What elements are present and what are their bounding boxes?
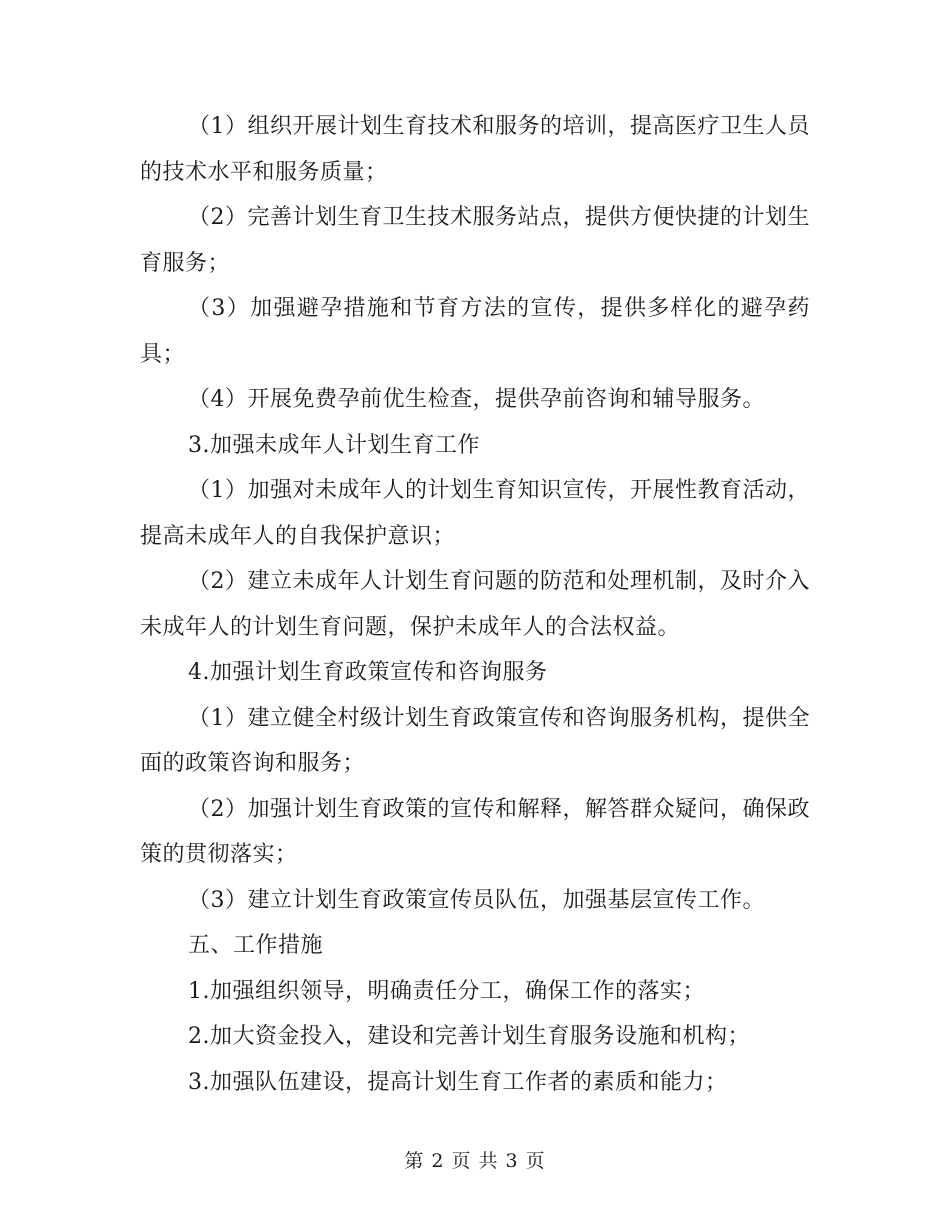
section-heading: 3.加强未成年人计划生育工作	[188, 432, 480, 458]
paragraph: （1）加强对未成年人的计划生育知识宣传，开展性教育活动，提高未成年人的自我保护意识；	[140, 478, 810, 549]
paragraph: （1）组织开展计划生育技术和服务的培训，提高医疗卫生人员的技术水平和服务质量；	[140, 114, 810, 185]
list-item: 2.加大资金投入，建设和完善计划生育服务设施和机构；	[188, 1024, 750, 1049]
page-number-footer: 第 2 页 共 3 页	[404, 1150, 546, 1172]
paragraph: （2）完善计划生育卫生技术服务站点，提供方便快捷的计划生育服务；	[140, 205, 810, 276]
paragraph: （2）建立未成年人计划生育问题的防范和处理机制，及时介入未成年人的计划生育问题，保护未成年人的合法权益。	[140, 569, 810, 640]
paragraph: （4）开展免费孕前优生检查，提供孕前咨询和辅导服务。	[188, 387, 765, 412]
chapter-heading: 五、工作措施	[188, 933, 324, 958]
paragraph: （3）加强避孕措施和节育方法的宣传，提供多样化的避孕药具；	[140, 296, 810, 367]
document-body	[140, 104, 810, 1105]
list-item: 3.加强队伍建设，提高计划生育工作者的素质和能力；	[188, 1069, 728, 1095]
paragraph: （3）建立计划生育政策宣传员队伍，加强基层宣传工作。	[188, 887, 765, 913]
section-heading: 4.加强计划生育政策宣传和咨询服务	[188, 660, 548, 685]
paragraph: （1）建立健全村级计划生育政策宣传和咨询服务机构，提供全面的政策咨询和服务；	[140, 705, 810, 776]
list-item: 1.加强组织领导，明确责任分工，确保工作的落实；	[188, 978, 705, 1004]
paragraph: （2）加强计划生育政策的宣传和解释，解答群众疑问，确保政策的贯彻落实；	[140, 796, 810, 867]
